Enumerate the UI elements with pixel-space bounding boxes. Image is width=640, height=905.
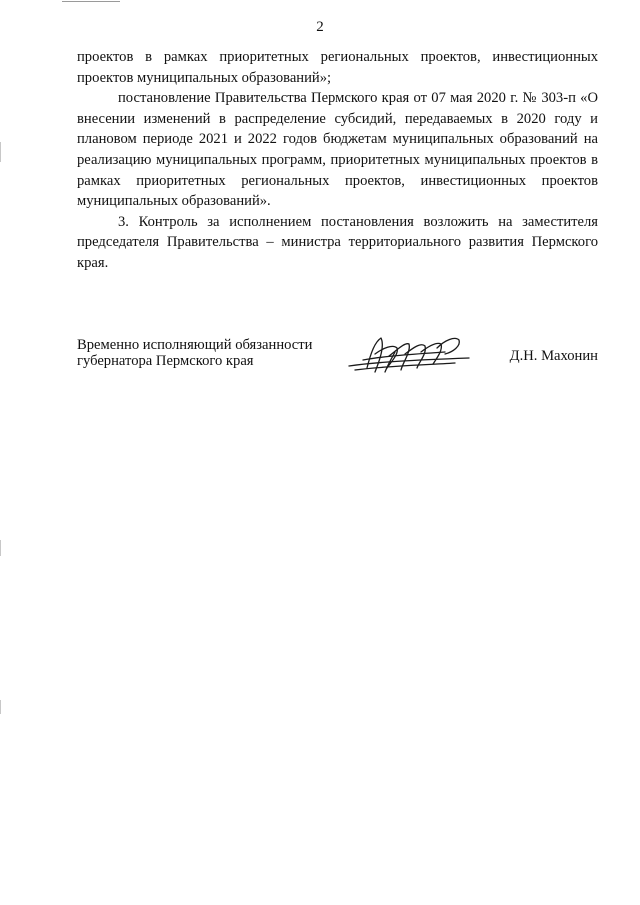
left-edge-mark bbox=[0, 540, 1, 556]
signatory-name: Д.Н. Махонин bbox=[509, 348, 598, 364]
page-number: 2 bbox=[316, 19, 324, 35]
document-body bbox=[77, 47, 598, 274]
signature-block bbox=[77, 338, 598, 378]
left-edge-mark bbox=[0, 700, 1, 714]
signatory-position bbox=[77, 338, 312, 369]
signatory-position-line: Временно исполняющий обязанности bbox=[77, 337, 313, 353]
left-edge-mark bbox=[0, 142, 1, 162]
paragraph-decree-reference: постановление Правительства Пермского края от 07 мая 2020 г. № 303-п «О внесении изменений в распределение субсидий, передаваемых в 2020 году и плановом периоде 2021 и 2022 годов бюджетам муниципальных образований на реализацию муниципальных программ, приоритетных муниципальных проектов в рамках приоритетных региональных проектов, инвестиционных проектов муниципальных образований». bbox=[77, 90, 598, 210]
handwritten-signature-icon bbox=[345, 332, 475, 378]
signatory-position-line: губернатора Пермского края bbox=[77, 352, 254, 369]
paragraph-control-clause: 3. Контроль за исполнением постановления возложить на заместителя председателя Правительства – министра территориального развития Пермского края. bbox=[77, 213, 598, 271]
paragraph-continuation: проектов в рамках приоритетных региональных проектов, инвестиционных проектов муниципальных образований»; bbox=[77, 49, 598, 86]
top-edge-rule bbox=[62, 1, 120, 2]
